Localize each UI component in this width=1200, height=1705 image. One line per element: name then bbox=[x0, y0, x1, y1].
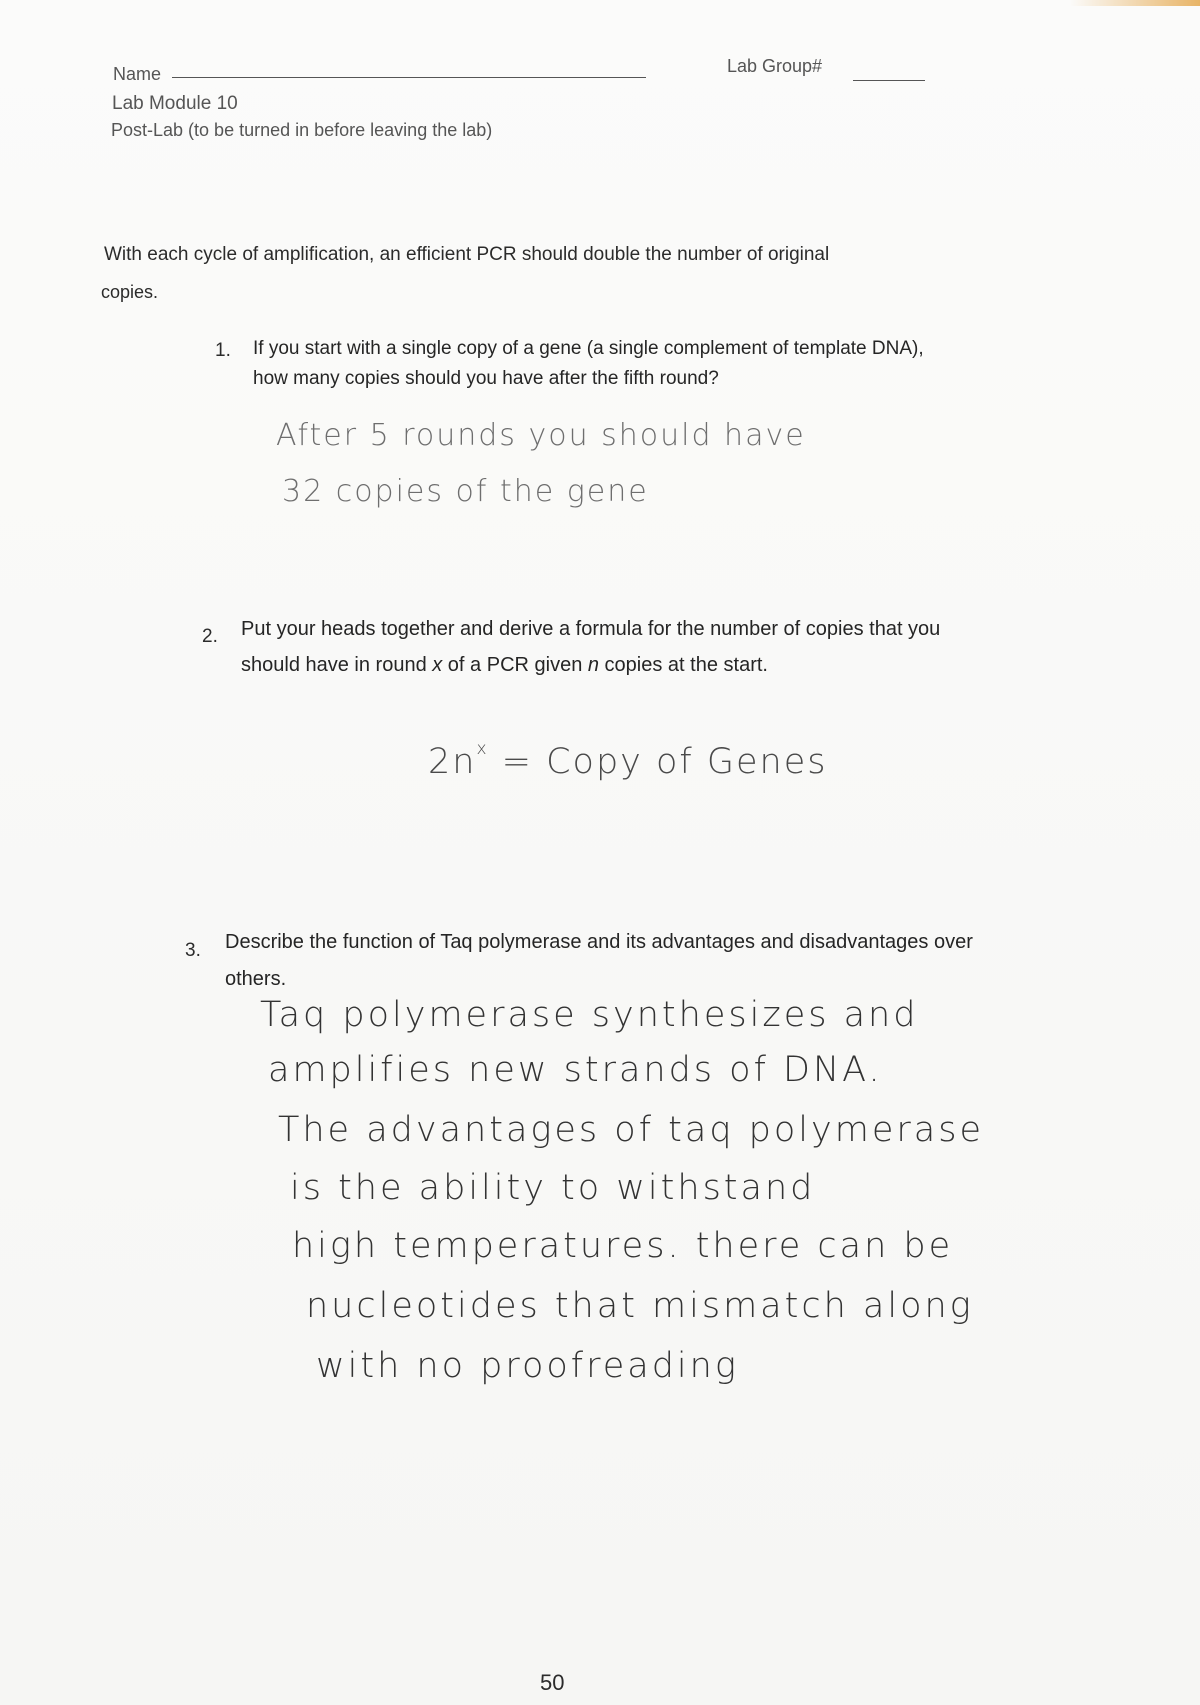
answer-3-line-4: is the ability to withstand bbox=[290, 1168, 816, 1208]
question-2-text-a: should have in round bbox=[241, 654, 433, 676]
question-3-line-2: others. bbox=[225, 968, 287, 990]
page-number: 50 bbox=[540, 1670, 565, 1695]
answer-2-base: 2n bbox=[428, 742, 477, 782]
answer-2-formula bbox=[428, 739, 828, 782]
name-blank-line[interactable] bbox=[172, 77, 646, 78]
module-title: Lab Module 10 bbox=[112, 93, 238, 114]
answer-1-line-1: After 5 rounds you should have bbox=[276, 418, 806, 453]
postlab-note: Post-Lab (to be turned in before leaving the lab) bbox=[111, 120, 493, 140]
question-2-text-c: copies at the start. bbox=[599, 654, 768, 676]
scan-edge-mark bbox=[1070, 0, 1200, 6]
answer-3-line-2: amplifies new strands of DNA. bbox=[268, 1050, 883, 1090]
intro-line-2: copies. bbox=[101, 282, 159, 302]
question-2-text-b: of a PCR given bbox=[442, 654, 588, 676]
answer-2-rest: = Copy of Genes bbox=[488, 742, 828, 782]
question-2-variable-x: x bbox=[432, 654, 443, 676]
intro-line-1: With each cycle of amplification, an efficient PCR should double the number of original bbox=[104, 244, 830, 265]
answer-3-line-6: nucleotides that mismatch along bbox=[306, 1286, 974, 1326]
question-2-line-2 bbox=[241, 648, 768, 682]
answer-3-line-7: with no proofreading bbox=[316, 1346, 739, 1386]
answer-3-line-3: The advantages of taq polymerase bbox=[278, 1110, 984, 1150]
answer-3-line-1: Taq polymerase synthesizes and bbox=[260, 995, 919, 1035]
question-2-line-1: Put your heads together and derive a formula for the number of copies that you bbox=[241, 618, 941, 640]
answer-2-exponent: x bbox=[476, 739, 489, 760]
question-3-line-1: Describe the function of Taq polymerase and its advantages and disadvantages over bbox=[225, 931, 973, 953]
lab-group-label: Lab Group# bbox=[727, 56, 823, 76]
question-2-number: 2. bbox=[202, 626, 218, 647]
question-1-line-1: If you start with a single copy of a gene (a single complement of template DNA), bbox=[253, 338, 924, 359]
name-label: Name bbox=[113, 64, 162, 84]
question-1-number: 1. bbox=[215, 340, 231, 361]
answer-3-line-5: high temperatures. there can be bbox=[292, 1226, 954, 1266]
lab-group-blank-line[interactable] bbox=[853, 80, 925, 81]
question-3-number: 3. bbox=[185, 940, 201, 961]
answer-1-line-2: 32 copies of the gene bbox=[282, 474, 649, 509]
question-2-variable-n: n bbox=[587, 654, 599, 676]
question-1-line-2: how many copies should you have after the fifth round? bbox=[253, 368, 719, 389]
